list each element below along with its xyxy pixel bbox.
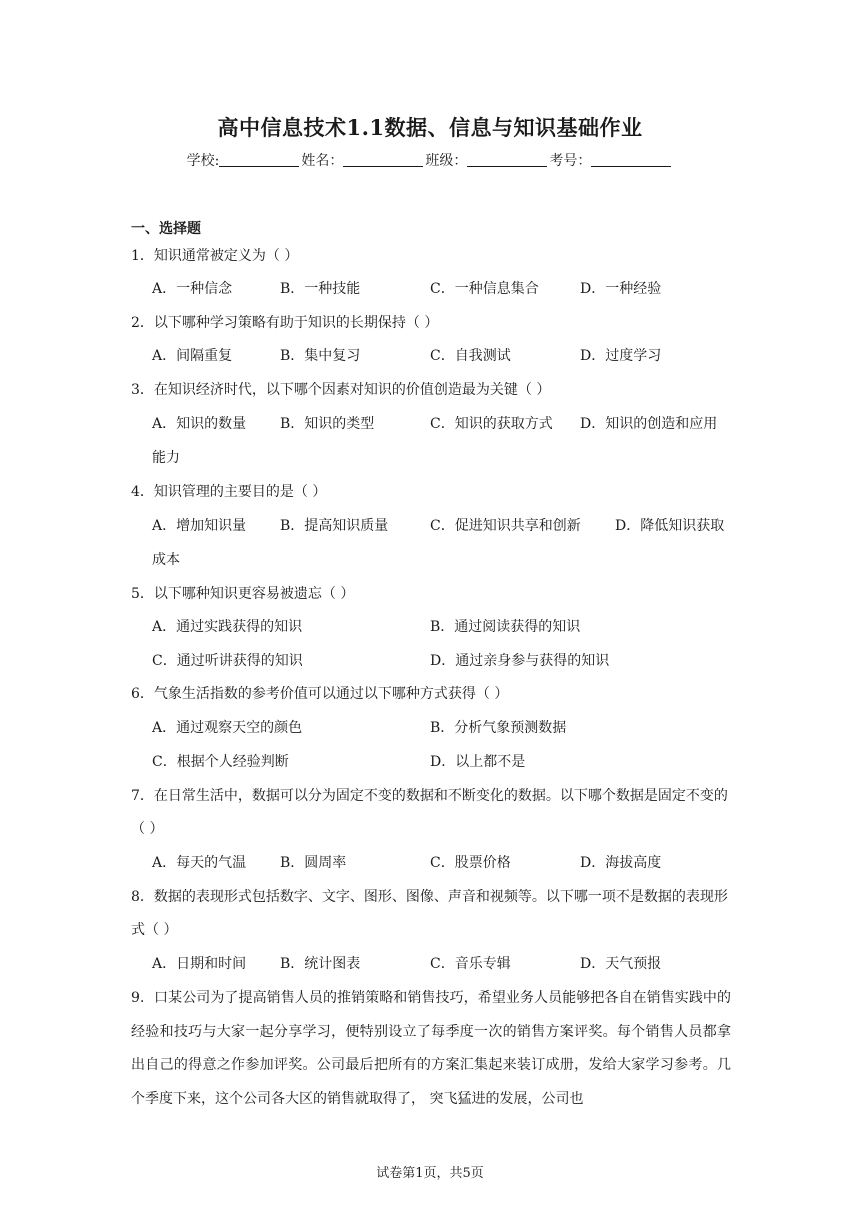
q2-option-a[interactable]: A．间隔重复 bbox=[152, 348, 233, 364]
student-info-line bbox=[0, 150, 860, 170]
school-label: 学校: bbox=[186, 153, 220, 169]
page-title: 高中信息技术1.1数据、信息与知识基础作业 bbox=[217, 115, 643, 140]
q3-option-c[interactable]: C．知识的获取方式 bbox=[430, 416, 553, 432]
q1-option-d[interactable]: D．一种经验 bbox=[580, 281, 662, 297]
q3-option-a[interactable]: A．知识的数量 bbox=[152, 416, 247, 432]
page-footer: 试卷第1页，共5页 bbox=[376, 1166, 484, 1181]
question-1-stem: 1．知识通常被定义为（ ） bbox=[131, 248, 299, 264]
section-heading: 一、选择题 bbox=[131, 221, 201, 237]
name-label: 姓名： bbox=[301, 153, 344, 169]
question-6-stem: 6．气象生活指数的参考价值可以通过以下哪种方式获得（ ） bbox=[131, 686, 509, 702]
q5-option-b[interactable]: B．通过阅读获得的知识 bbox=[430, 619, 581, 635]
question-7-stem: 7．在日常生活中，数据可以分为固定不变的数据和不断变化的数据。以下哪个数据是固定不变的（ ） bbox=[131, 788, 728, 837]
q6-option-c[interactable]: C．根据个人经验判断 bbox=[152, 754, 289, 770]
question-9-stem: 9．口某公司为了提高销售人员的推销策略和销售技巧，希望业务人员能够把各自在销售实践中的经验和技巧与大家一起分享学习，便特别设立了每季度一次的销售方案评奖。每个销售人员都拿出自己的得意之作参加评奖。公司最后把所有的方案汇集起来装订成册，发给大家学习参考。几个季度下来，这个公司各大区的销售就取得了， 突飞猛进的发展，公司也 bbox=[131, 990, 731, 1107]
question-5-stem: 5．以下哪种知识更容易被遗忘（ ） bbox=[131, 586, 355, 602]
q7-option-c[interactable]: C．股票价格 bbox=[430, 855, 511, 871]
q8-option-d[interactable]: D．天气预报 bbox=[580, 956, 662, 972]
q1-option-a[interactable]: A．一种信念 bbox=[152, 281, 233, 297]
q2-option-b[interactable]: B．集中复习 bbox=[280, 348, 361, 364]
q3-option-d[interactable]: D．知识的创造和应用 bbox=[580, 416, 718, 432]
q1-option-b[interactable]: B．一种技能 bbox=[280, 281, 361, 297]
class-label: 班级： bbox=[425, 153, 468, 169]
q4-option-a[interactable]: A．增加知识量 bbox=[152, 518, 247, 534]
q5-option-c[interactable]: C．通过听讲获得的知识 bbox=[152, 653, 303, 669]
q2-option-d[interactable]: D．过度学习 bbox=[580, 348, 662, 364]
q7-option-b[interactable]: B．圆周率 bbox=[280, 855, 347, 871]
q4-option-d[interactable]: D．降低知识获取 bbox=[615, 518, 725, 534]
q7-option-a[interactable]: A．每天的气温 bbox=[152, 855, 247, 871]
q4-option-d-wrap: 成本 bbox=[152, 552, 180, 568]
q5-option-a[interactable]: A．通过实践获得的知识 bbox=[152, 619, 303, 635]
name-blank[interactable] bbox=[343, 152, 423, 167]
q6-option-d[interactable]: D．以上都不是 bbox=[430, 754, 526, 770]
q4-option-c[interactable]: C．促进知识共享和创新 bbox=[430, 518, 581, 534]
exam-no-blank[interactable] bbox=[591, 152, 671, 167]
q1-option-c[interactable]: C．一种信息集合 bbox=[430, 281, 539, 297]
q5-option-d[interactable]: D．通过亲身参与获得的知识 bbox=[430, 653, 610, 669]
q2-option-c[interactable]: C．自我测试 bbox=[430, 348, 511, 364]
question-4-stem: 4．知识管理的主要目的是（ ） bbox=[131, 484, 327, 500]
school-blank[interactable] bbox=[219, 152, 299, 167]
q6-option-a[interactable]: A．通过观察天空的颜色 bbox=[152, 720, 303, 736]
question-8-stem: 8．数据的表现形式包括数字、文字、图形、图像、声音和视频等。以下哪一项不是数据的表现形式（ ） bbox=[131, 889, 728, 938]
q8-option-a[interactable]: A．日期和时间 bbox=[152, 956, 247, 972]
exam-no-label: 考号： bbox=[549, 153, 592, 169]
q8-option-b[interactable]: B．统计图表 bbox=[280, 956, 361, 972]
q7-option-d[interactable]: D．海拔高度 bbox=[580, 855, 662, 871]
q3-option-d-wrap: 能力 bbox=[152, 450, 180, 466]
q4-option-b[interactable]: B．提高知识质量 bbox=[280, 518, 389, 534]
q3-option-b[interactable]: B．知识的类型 bbox=[280, 416, 375, 432]
q6-option-b[interactable]: B．分析气象预测数据 bbox=[430, 720, 567, 736]
q8-option-c[interactable]: C．音乐专辑 bbox=[430, 956, 511, 972]
class-blank[interactable] bbox=[467, 152, 547, 167]
question-3-stem: 3．在知识经济时代，以下哪个因素对知识的价值创造最为关键（ ） bbox=[131, 382, 551, 398]
question-2-stem: 2．以下哪种学习策略有助于知识的长期保持（ ） bbox=[131, 315, 439, 331]
